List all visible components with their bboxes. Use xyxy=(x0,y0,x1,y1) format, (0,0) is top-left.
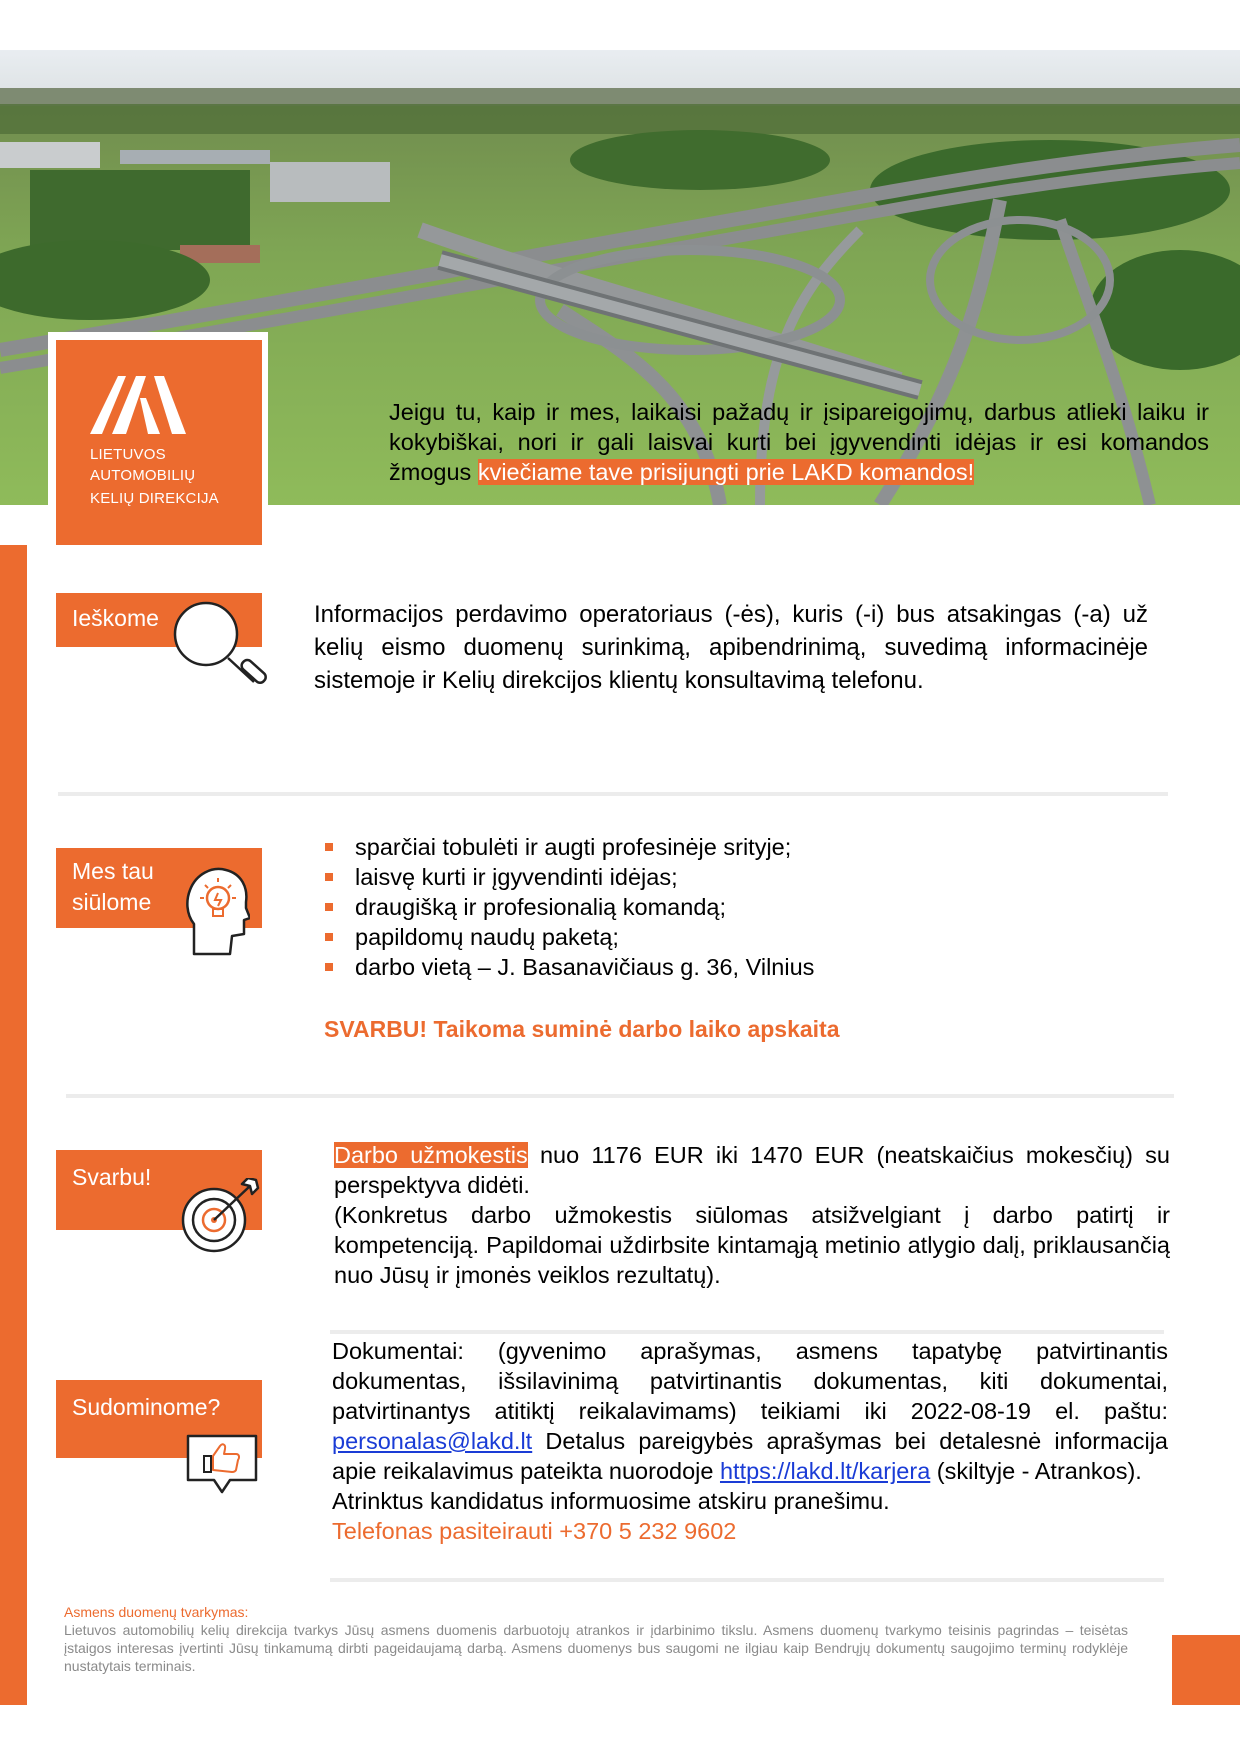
intro-highlight: kviečiame tave prisijungti prie LAKD komandos! xyxy=(477,459,975,485)
magnifier-icon xyxy=(170,598,270,690)
divider-1 xyxy=(58,792,1168,796)
intro-body: Jeigu tu, kaip ir mes, laikaisi pažadų ir įsipareigojimų, darbus atlieki laiku ir kokybiškai, nori ir gali laisvai kurti bei įgyvendinti idėjas ir esi komandos žmogus xyxy=(389,399,1209,485)
phone-text: Telefonas pasiteirauti +370 5 232 9602 xyxy=(332,1518,737,1544)
career-link[interactable]: https://lakd.lt/karjera xyxy=(719,1458,931,1484)
intro-text xyxy=(389,397,1209,487)
salary-details: (Konkretus darbo užmokestis siūlomas atsižvelgiant į darbo patirtį ir kompetenciją. Papildomai uždirbsite kintamąją metinio atlygio dalį, priklausančią nuo Jūsų ir įmonės veiklos rezultatų). xyxy=(334,1202,1170,1288)
footer-text: Lietuvos automobilių kelių direkcija tvarkys Jūsų asmens duomenis darbuotojų atrankos ir įdarbinimo tikslu. Asmens duomenų tvarkymo teisinis pagrindas – teisėtas įstaigos interesas įvertinti Jūsų tinkamumą dirbti pageidaujamą darbą. Asmens duomenys bus saugomi ne ilgiau kaip Bendrųjų dokumentų saugojimo terminų rodyklėje nustatytais terminais. xyxy=(64,1622,1128,1674)
salary-range: nuo 1176 EUR iki 1470 EUR (neatskaičius mokesčių) su perspektyva didėti. xyxy=(334,1142,1170,1198)
list-item: papildomų naudų paketą; xyxy=(325,922,814,952)
documents-text: Dokumentai: (gyvenimo aprašymas, asmens tapatybę patvirtinantis dokumentas, išsilavinimą patvirtinantis dokumentas, kiti dokumentai, patvirtinantys atitiktį reikalavimams) teikiami iki 2022-08-19 el. paštu: personalas@lakd.lt Detalus pareigybės aprašymas bei detalesnė informacija apie reikalavimus pateikta nuorodoje https://lakd.lt/karjera (skiltyje - Atrankos). Atrinktus kandidatus informuosime atskiru pranešimu. Telefonas pasiteirauti +370 5 232 9602 xyxy=(332,1338,1168,1544)
privacy-footer xyxy=(64,1603,1128,1675)
list-item: darbo vietą – J. Basanavičiaus g. 36, Vilnius xyxy=(325,952,814,982)
list-item: draugišką ir profesionalią komandą; xyxy=(325,892,814,922)
logo-line-2: AUTOMOBILIŲ xyxy=(90,467,196,484)
logo-line-3: KELIŲ DIREKCIJA xyxy=(90,490,219,507)
offer-label: Mes tau siūlome xyxy=(56,848,262,928)
road-stripes-logo-icon xyxy=(88,376,188,436)
salary-text xyxy=(334,1140,1170,1290)
divider-3 xyxy=(330,1330,1164,1334)
salary-highlight: Darbo užmokestis xyxy=(334,1142,528,1168)
email-link[interactable]: personalas@lakd.lt xyxy=(332,1428,533,1454)
list-item: laisvę kurti ir įgyvendinti idėjas; xyxy=(325,862,814,892)
pay-label: Svarbu! xyxy=(56,1150,262,1230)
target-arrow-icon xyxy=(180,1178,260,1254)
list-item: sparčiai tobulėti ir augti profesinėje srityje; xyxy=(325,832,814,862)
divider-4 xyxy=(330,1578,1164,1582)
head-lightbulb-icon xyxy=(184,862,250,956)
logo-line-1: LIETUVOS xyxy=(90,446,166,463)
seek-description: Informacijos perdavimo operatoriaus (-ės), kuris (-i) bus atsakingas (-a) už kelių eismo duomenų surinkimą, apibendrinimą, suvedimą informacinėje sistemoje ir Kelių direkcijos klientų konsultavimą telefonu. xyxy=(314,601,1148,694)
divider-2 xyxy=(66,1094,1174,1098)
lakd-logo xyxy=(56,340,262,545)
footer-title: Asmens duomenų tvarkymas: xyxy=(64,1604,249,1620)
offer-list xyxy=(325,832,814,982)
left-accent-bar xyxy=(0,545,27,1705)
seek-label: Ieškome xyxy=(56,593,262,647)
docs-label: Sudominome? xyxy=(56,1380,262,1458)
thumbs-up-chat-icon xyxy=(184,1432,260,1496)
corner-accent-block xyxy=(1172,1635,1240,1705)
shift-work-note: SVARBU! Taikoma suminė darbo laiko apskaita xyxy=(324,1016,840,1042)
selection-notice: Atrinktus kandidatus informuosime atskiru pranešimu. xyxy=(332,1488,890,1514)
